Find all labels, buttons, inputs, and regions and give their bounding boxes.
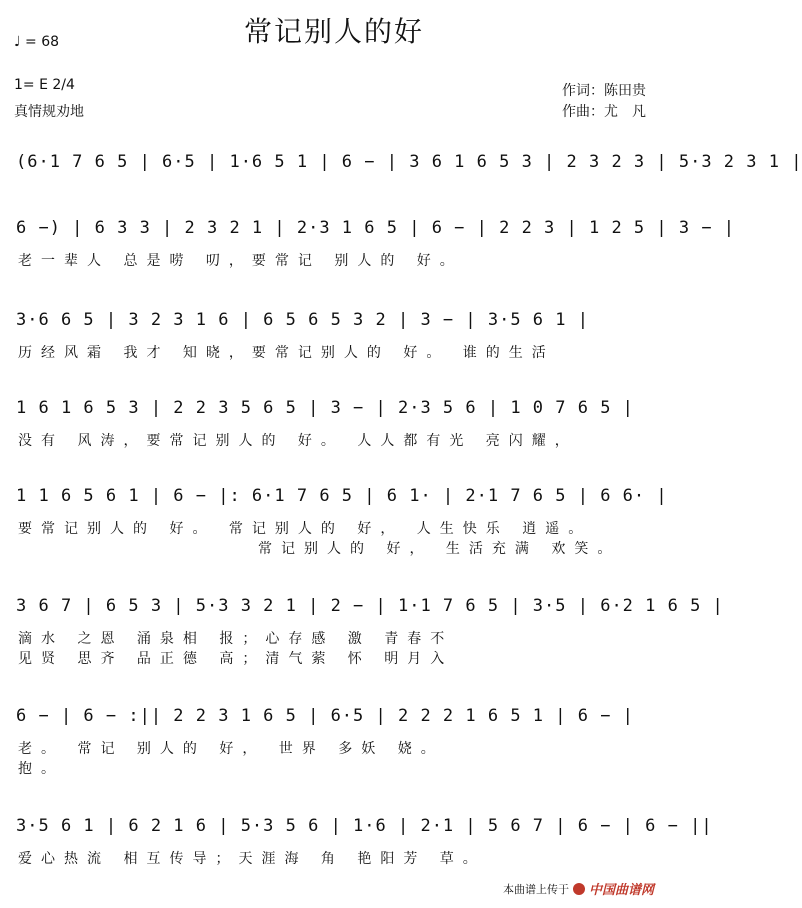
notation-line: 3·6 6 5 | 3 2 3 1 6 | 6 5 6 5 3 2 | 3 − | 3·5 6 1 | [16,310,589,330]
footer-text: 本曲谱上传于 [502,882,569,896]
notation-line: 3 6 7 | 6 5 3 | 5·3 3 2 1 | 2 − | 1·1 7 6 5 | 3·5 | 6·2 1 6 5 | [16,596,724,616]
footer-credit [503,879,654,898]
notation-line: 1 6 1 6 5 3 | 2 2 3 5 6 5 | 3 − | 2·3 5 6 | 1 0 7 6 5 | [16,398,634,418]
lyrics-line: 滴水 之恩 涌泉相 报；心存感 激 青春不 [18,631,454,647]
lyrics-line: 要常记别人的 好。 常记别人的 好， 人生快乐 逍遥。 [18,521,592,537]
lyrics-line-verse-2: 常记别人的 好， 生活充满 欢笑。 [258,541,621,557]
notation-line: 6 −) | 6 3 3 | 2 3 2 1 | 2·3 1 6 5 | 6 − | 2 2 3 | 1 2 5 | 3 − | [16,218,736,238]
notation-line: (6·1 7 6 5 | 6·5 | 1·6 5 1 | 6 − | 3 6 1 6 5 3 | 2 3 2 3 | 5·3 2 3 1 | [16,152,802,172]
lyrics-line: 爱心热流 相互传导；天涯海 角 艳阳芳 草。 [18,851,486,867]
site-logo-icon [573,883,585,895]
composer-credit: 作曲：尤 凡 [562,104,646,120]
key-signature: 1= E 2/4 [14,77,75,93]
notation-line: 1 1 6 5 6 1 | 6 − |: 6·1 7 6 5 | 6 1· | 2·1 7 6 5 | 6 6· | [16,486,668,506]
site-name[interactable]: 中国曲谱网 [588,883,654,898]
expression-marking: 真情规劝地 [14,104,84,120]
lyrics-line: 老一辈人 总是唠 叨，要常记 别人的 好。 [18,253,463,269]
lyrics-line: 老。 常记 别人的 好， 世界 多妖 娆。 [18,741,444,757]
tempo-marking: ♩ = 68 [14,34,60,50]
lyricist-credit: 作词：陈田贵 [562,83,646,99]
lyrics-line-verse-2: 抱。 [18,761,64,777]
notation-line: 6 − | 6 − :|| 2 2 3 1 6 5 | 6·5 | 2 2 2 1 6 5 1 | 6 − | [16,706,634,726]
page-title: 常记别人的好 [243,15,424,48]
lyrics-line: 历经风霜 我才 知晓，要常记别人的 好。 谁的生活 [18,345,555,361]
lyrics-line-verse-2: 见贤 思齐 品正德 高；清气萦 怀 明月入 [18,651,454,667]
notation-line: 3·5 6 1 | 6 2 1 6 | 5·3 5 6 | 1·6 | 2·1 | 5 6 7 | 6 − | 6 − || [16,816,713,836]
lyrics-line: 没有 风涛，要常记别人的 好。 人人都有光 亮闪耀， [18,433,578,449]
